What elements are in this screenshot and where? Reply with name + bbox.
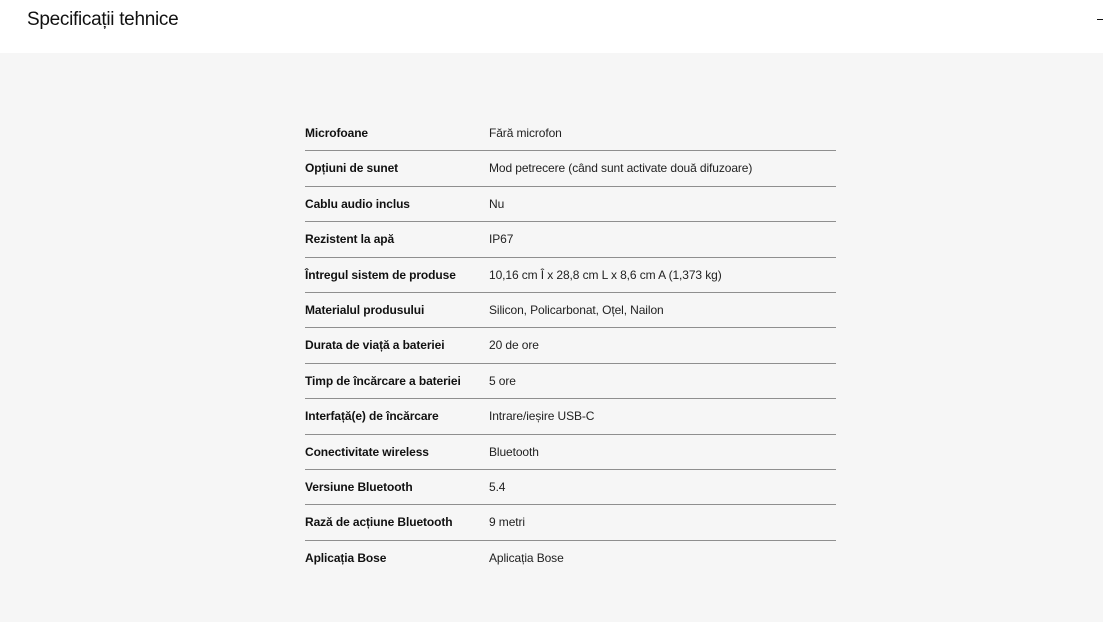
spec-label: Aplicația Bose xyxy=(305,550,387,565)
spec-value: Nu xyxy=(489,196,505,211)
spec-value: 5 ore xyxy=(489,373,516,388)
spec-row xyxy=(305,470,836,505)
spec-label: Durata de viață a bateriei xyxy=(305,338,445,353)
spec-row xyxy=(305,116,836,151)
section-title: Specificații tehnice xyxy=(27,9,179,30)
spec-value: Silicon, Policarbonat, Oțel, Nailon xyxy=(489,302,664,317)
spec-value: IP67 xyxy=(489,232,514,247)
spec-label: Microfoane xyxy=(305,126,369,140)
spec-label: Opțiuni de sunet xyxy=(305,161,399,176)
specs-section-header[interactable] xyxy=(0,0,1103,53)
spec-row xyxy=(305,187,836,222)
spec-row xyxy=(305,541,836,576)
spec-row xyxy=(305,222,836,257)
spec-label: Materialul produsului xyxy=(305,302,425,317)
spec-row xyxy=(305,364,836,399)
spec-row xyxy=(305,258,836,293)
spec-row xyxy=(305,293,836,328)
spec-label: Întregul sistem de produse xyxy=(305,267,456,282)
spec-label: Rază de acțiune Bluetooth xyxy=(305,515,453,530)
spec-row xyxy=(305,328,836,363)
spec-value: Bluetooth xyxy=(489,444,539,459)
spec-value: 9 metri xyxy=(489,515,525,530)
spec-value: 5.4 xyxy=(489,479,506,494)
spec-row xyxy=(305,151,836,186)
spec-table xyxy=(305,116,836,576)
spec-label: Cablu audio inclus xyxy=(305,196,410,211)
spec-row xyxy=(305,505,836,540)
spec-value: 10,16 cm Î x 28,8 cm L x 8,6 cm A (1,373 kg) xyxy=(489,267,722,282)
spec-row xyxy=(305,435,836,470)
spec-value: Aplicația Bose xyxy=(489,550,564,565)
spec-value: Mod petrecere (când sunt activate două difuzoare) xyxy=(489,161,753,176)
spec-value: Fără microfon xyxy=(489,126,562,140)
spec-value: 20 de ore xyxy=(489,338,539,353)
spec-label: Conectivitate wireless xyxy=(305,444,429,459)
spec-label: Interfață(e) de încărcare xyxy=(305,409,439,424)
spec-value: Intrare/ieșire USB-C xyxy=(489,409,595,424)
spec-label: Timp de încărcare a bateriei xyxy=(305,373,461,388)
spec-label: Rezistent la apă xyxy=(305,232,395,247)
minus-icon xyxy=(1097,19,1103,20)
collapse-toggle-button[interactable] xyxy=(1095,14,1103,26)
spec-label: Versiune Bluetooth xyxy=(305,479,413,494)
spec-row xyxy=(305,399,836,434)
